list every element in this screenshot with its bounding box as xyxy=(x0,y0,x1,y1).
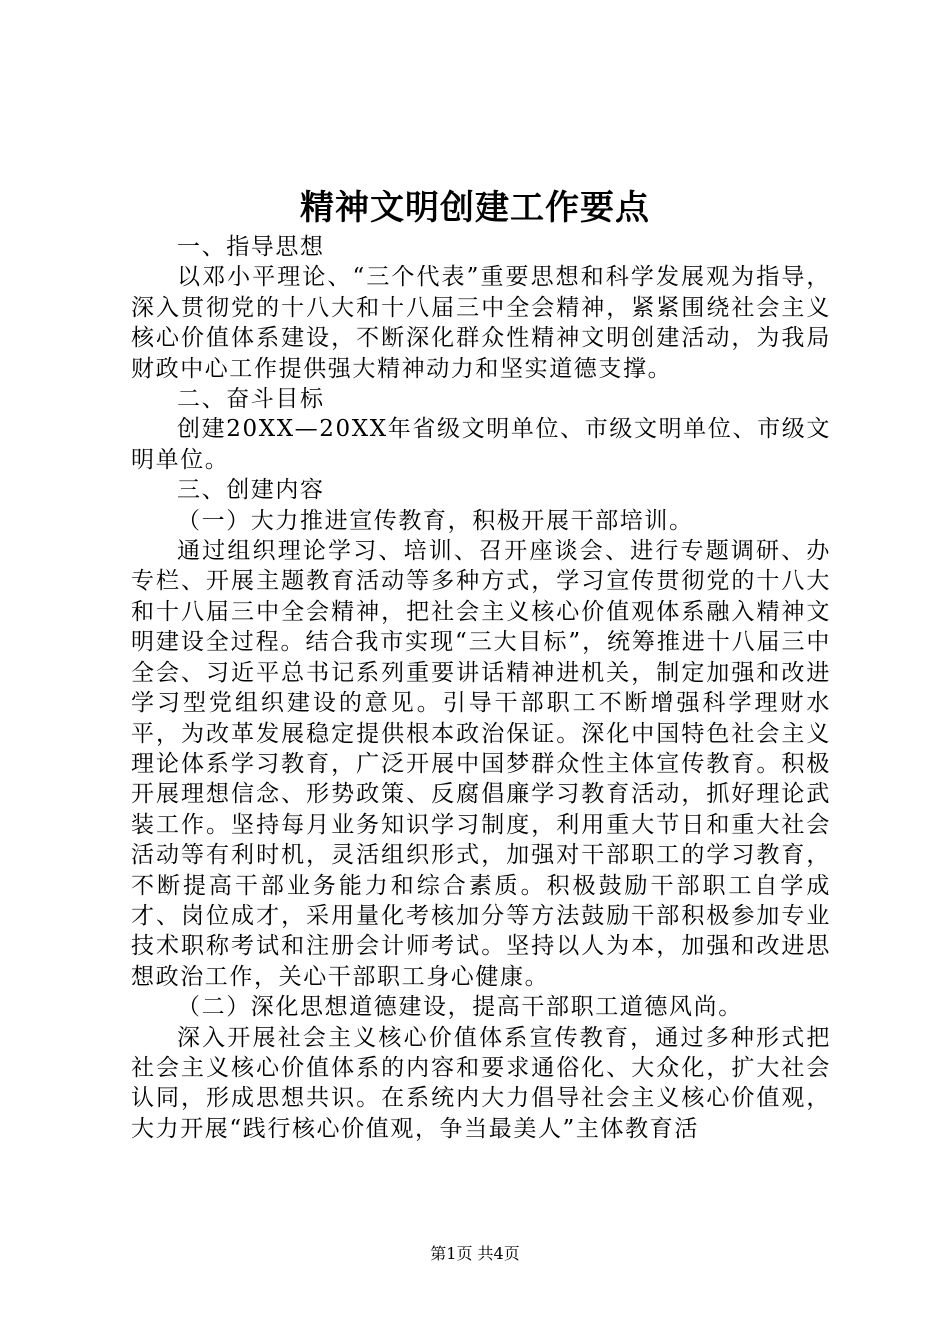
paragraph-propaganda-education: 通过组织理论学习、培训、召开座谈会、进行专题调研、办专栏、开展主题教育活动等多种方式，学习宣传贯彻党的十八大和十八届三中全会精神，把社会主义核心价值观体系融入精神文明建设全过程。结合我市实现“三大目标”，统筹推进十八届三中全会、习近平总书记系列重要讲话精神进机关，制定加强和改进学习型党组织建设的意见。引导干部职工不断增强科学理财水平，为改革发展稳定提供根本政治保证。深化中国特色社会主义理论体系学习教育，广泛开展中国梦群众性主体宣传教育。积极开展理想信念、形势政策、反腐倡廉学习教育活动，抓好理论武装工作。坚持每月业务知识学习制度，利用重大节日和重大社会活动等有利时机，灵活组织形式，加强对干部职工的学习教育，不断提高干部业务能力和综合素质。积极鼓励干部职工自学成才、岗位成才，采用量化考核加分等方法鼓励干部积极参加专业技术职称考试和注册会计师考试。坚持以人为本，加强和改进思想政治工作，关心干部职工身心健康。 xyxy=(131,538,831,990)
section-heading-guiding-thought: 一、指导思想 xyxy=(177,234,325,260)
page-footer: 第1页 共4页 xyxy=(430,1244,520,1263)
subheading-propaganda-education: （一）大力推进宣传教育，积极开展干部培训。 xyxy=(177,507,694,534)
subheading-moral-construction: （二）深化思想道德建设，提高干部职工道德风尚。 xyxy=(177,994,743,1021)
document-body xyxy=(131,232,831,1144)
section-heading-content: 三、创建内容 xyxy=(177,477,325,504)
paragraph-moral-construction: 深入开展社会主义核心价值体系宣传教育，通过多种形式把社会主义核心价值体系的内容和要求通俗化、大众化，扩大社会认同，形成思想共识。在系统内大力倡导社会主义核心价值观，大力开展“践行核心价值观，争当最美人”主体教育活 xyxy=(131,1024,831,1142)
paragraph-goals: 创建20XX—20XX年省级文明单位、市级文明单位、市级文明单位。 xyxy=(131,416,831,473)
document-title: 精神文明创建工作要点 xyxy=(300,188,650,228)
paragraph-guiding-thought: 以邓小平理论、“三个代表”重要思想和科学发展观为指导，深入贯彻党的十八大和十八届三中全会精神，紧紧围绕社会主义核心价值体系建设，不断深化群众性精神文明创建活动，为我局财政中心工作提供强大精神动力和坚实道德支撑。 xyxy=(131,264,831,382)
section-heading-goals: 二、奋斗目标 xyxy=(177,386,325,413)
